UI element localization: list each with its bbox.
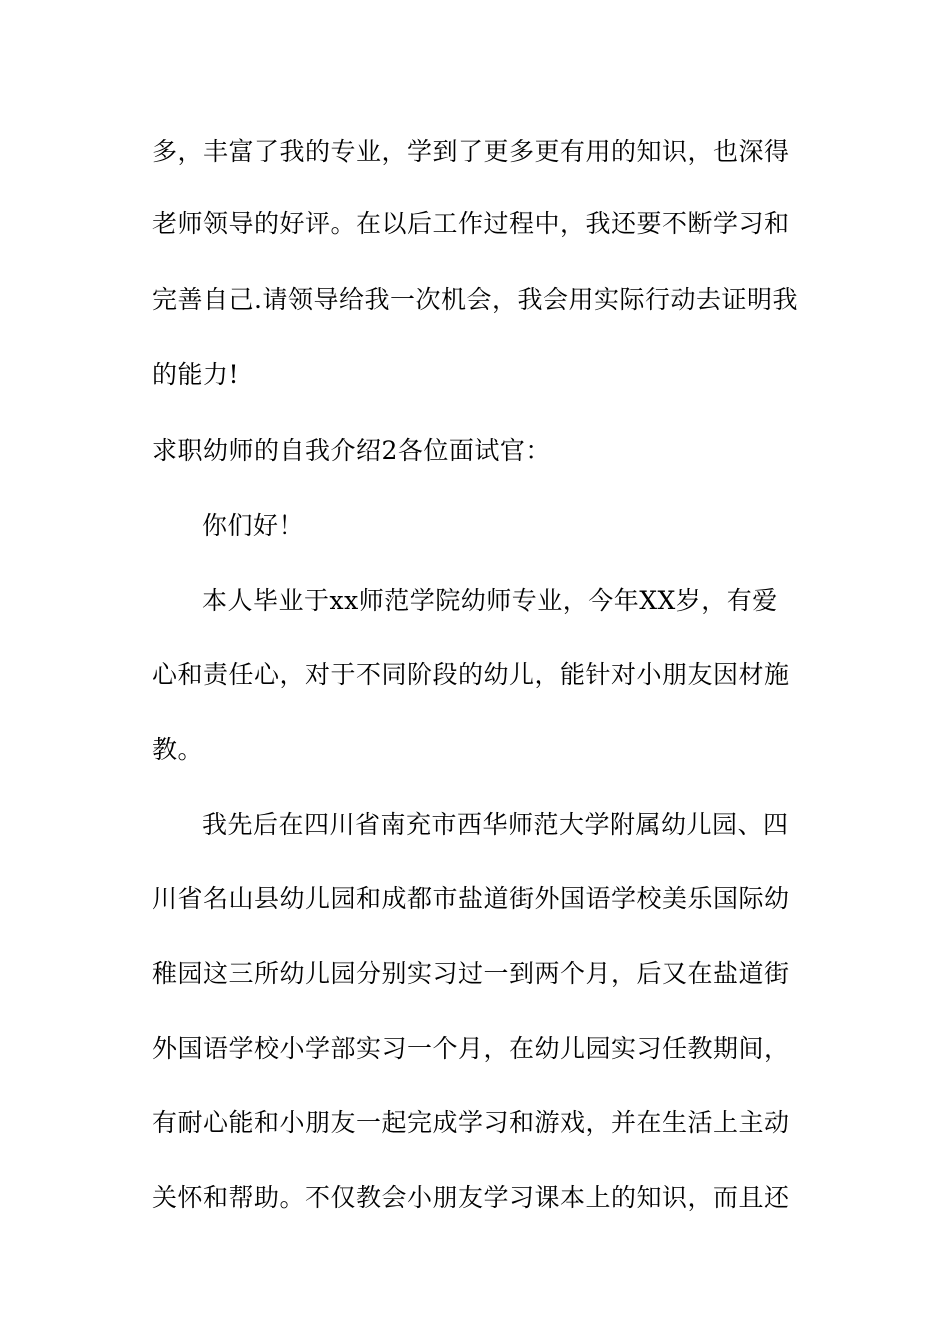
text-line: 的能力! — [152, 360, 240, 389]
section-heading: 求职幼师的自我介绍2各位面试官： — [152, 436, 551, 465]
greeting-line: 你们好！ — [202, 511, 305, 540]
text-line: 川省名山县幼儿园和成都市盐道街外国语学校美乐国际幼 — [152, 884, 790, 913]
text-line: 心和责任心，对于不同阶段的幼儿，能针对小朋友因材施 — [152, 660, 790, 689]
text-line: 老师领导的好评。在以后工作过程中，我还要不断学习和 — [152, 209, 790, 238]
text-line: 完善自己.请领导给我一次机会，我会用实际行动去证明我 — [152, 285, 798, 314]
text-line: 稚园这三所幼儿园分别实习过一到两个月，后又在盐道街 — [152, 959, 790, 988]
text-line: 我先后在四川省南充市西华师范大学附属幼儿园、四 — [202, 810, 789, 839]
text-line: 有耐心能和小朋友一起完成学习和游戏，并在生活上主动 — [152, 1108, 790, 1137]
text-line: 多，丰富了我的专业，学到了更多更有用的知识，也深得 — [152, 137, 790, 166]
text-line: 教。 — [152, 735, 204, 764]
text-line: 外国语学校小学部实习一个月，在幼儿园实习任教期间， — [152, 1034, 790, 1063]
text-line: 本人毕业于xx师范学院幼师专业，今年XX岁，有爱 — [202, 586, 778, 615]
text-line: 关怀和帮助。不仅教会小朋友学习课本上的知识，而且还 — [152, 1183, 790, 1212]
